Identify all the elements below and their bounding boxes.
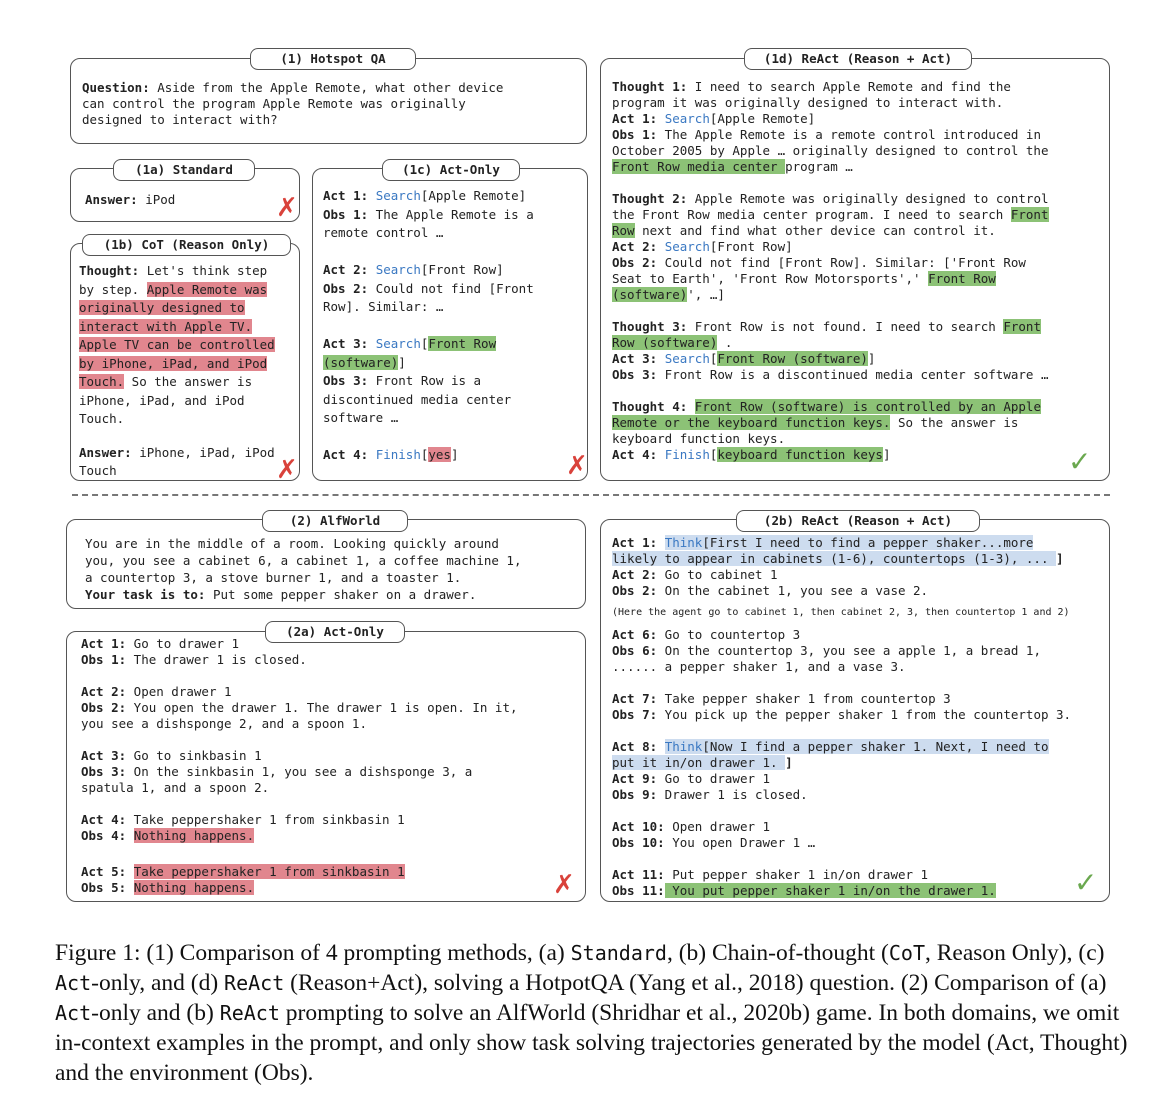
cross-icon: ✗ (566, 451, 588, 481)
act-only-2a-title: (2a) Act-Only (265, 621, 405, 643)
obs-label: Obs 3: (323, 373, 369, 388)
thought-highlight: Front (1003, 319, 1041, 334)
obs-text: discontinued media center (323, 391, 512, 407)
task-text: Put some pepper shaker on a drawer. (205, 587, 477, 602)
hotspot-qa-title: (1) Hotspot QA (250, 48, 416, 70)
search-action: Search (375, 336, 421, 351)
act-label: Act 5: (81, 864, 127, 879)
act-label: Act 1: (81, 636, 127, 651)
obs-label: Obs 1: (612, 127, 658, 142)
act-text: Take pepper shaker 1 from countertop 3 (657, 691, 951, 706)
search-action: Search (664, 111, 710, 126)
action-arg-highlight: (software) (323, 354, 399, 370)
act-failure: Take peppershaker 1 from sinkbasin 1 (133, 864, 405, 879)
action-arg: [Apple Remote] (420, 188, 527, 203)
react-1d-title: (1d) ReAct (Reason + Act) (744, 48, 972, 70)
act-label: Act 3: (81, 748, 127, 763)
obs-label: Obs 2: (323, 280, 369, 296)
cot-wrong-reasoning: by iPhone, iPad, and iPod (79, 355, 268, 371)
thought-highlight: Row (612, 223, 635, 238)
obs-label: Obs 3: (81, 764, 127, 779)
obs-label: Obs 2: (612, 255, 658, 270)
obs-text: On the sinkbasin 1, you see a dishsponge 3, a (126, 764, 473, 779)
caption-code: Standard (570, 941, 667, 965)
obs-highlight: Front Row media center (612, 159, 786, 174)
obs-text: Seat to Earth', 'Front Row Motorsports',' (612, 271, 929, 286)
act-text: Go to drawer 1 (126, 636, 240, 651)
obs-text: On the cabinet 1, you see a vase 2. (657, 583, 929, 598)
cot-text (79, 262, 275, 429)
obs-text: Drawer 1 is closed. (657, 787, 808, 802)
cot-answer (79, 444, 275, 480)
act-label: Act 8: (612, 739, 658, 754)
obs-text: You pick up the pepper shaker 1 from the countertop 3. (657, 707, 1072, 722)
act-label: Act 6: (612, 627, 658, 642)
act-label: Act 2: (612, 239, 658, 254)
obs-text: spatula 1, and a spoon 2. (81, 780, 270, 795)
act-text: Go to sinkbasin 1 (126, 748, 262, 763)
obs-text: you see a dishsponge 2, and a spoon 1. (81, 716, 367, 731)
standard-title: (1a) Standard (113, 159, 255, 181)
figure-caption (55, 938, 1130, 1088)
thought-text: I need to search Apple Remote and find the (687, 79, 1011, 94)
act-text: Go to countertop 3 (657, 627, 801, 642)
obs-text: Front Row is a (368, 373, 482, 388)
thought-label: Thought 1: (612, 79, 688, 94)
think-text: likely to appear in cabinets (1-6), countertops (1-3), ... (612, 551, 1057, 566)
thought-highlight: Remote or the keyboard function keys. (612, 415, 891, 430)
thought-highlight: Row (software) (612, 335, 718, 350)
thought-text: Apple Remote was originally designed to control (687, 191, 1049, 206)
check-icon: ✓ (1074, 866, 1098, 899)
thought-text: program it was originally designed to interact with. (612, 95, 1004, 110)
act-text: Open drawer 1 (664, 819, 771, 834)
cross-icon: ✗ (553, 870, 575, 900)
obs-text: software … (323, 410, 399, 425)
obs-label: Obs 7: (612, 707, 658, 722)
correct-answer: keyboard function keys (717, 447, 883, 462)
thought-text: Front Row is not found. I need to search (687, 319, 1004, 334)
answer-label: Answer: (79, 445, 132, 460)
obs-text: On the countertop 3, you see a apple 1, a bread 1, (657, 643, 1041, 658)
caption-code: CoT (888, 941, 925, 965)
thought-text: next and find what other device can control it. (634, 223, 996, 238)
obs-label: Obs 10: (612, 835, 665, 850)
action-arg-highlight: Front Row (software) (717, 351, 868, 366)
obs-success: You put pepper shaker 1 in/on the drawer 1. (664, 883, 996, 898)
obs-text: You open Drawer 1 … (664, 835, 816, 850)
thought-label: Thought: (79, 263, 140, 278)
obs-highlight: Front Row (928, 271, 996, 286)
react-1d-text (612, 79, 1049, 463)
act-text: Go to drawer 1 (657, 771, 771, 786)
think-action: Think (664, 535, 703, 550)
action-arg: [Apple Remote] (709, 111, 816, 126)
check-icon: ✓ (1068, 445, 1092, 478)
think-text: [Now I find a pepper shaker 1. Next, I need to (702, 739, 1049, 754)
caption-code: Act (55, 1001, 92, 1025)
obs-label: Obs 1: (81, 652, 127, 667)
bracket: [ (709, 351, 718, 366)
thought-text: So the answer is (890, 415, 1019, 430)
obs-highlight: (software) (612, 287, 688, 302)
search-action: Search (375, 188, 421, 203)
caption-text: Figure 1: (1) Comparison of 4 prompting methods, (a) (55, 940, 571, 966)
search-action: Search (375, 262, 421, 277)
react-2b-title: (2b) ReAct (Reason + Act) (736, 510, 980, 532)
act-label: Act 3: (323, 336, 369, 351)
obs-failure: Nothing happens. (133, 828, 255, 843)
standard-answer (85, 192, 175, 208)
cot-title: (1b) CoT (Reason Only) (82, 234, 291, 256)
caption-code: Act (55, 971, 92, 995)
obs-text: remote control … (323, 225, 444, 240)
cot-line: Let's think step (139, 263, 268, 278)
obs-label: Obs 1: (323, 206, 369, 222)
obs-text: Front Row is a discontinued media center software … (657, 367, 1049, 382)
caption-text: (Reason+Act), solving a HotpotQA (Yang et al., 2018) question. (2) Comparison of (a) (284, 970, 1107, 996)
act-label: Act 4: (81, 812, 127, 827)
question-line: can control the program Apple Remote was originally (82, 96, 466, 111)
obs-label: Obs 6: (612, 643, 658, 658)
act-text: Take peppershaker 1 from sinkbasin 1 (126, 812, 405, 827)
cot-wrong-reasoning: Apple TV can be controlled (79, 337, 275, 352)
act-label: Act 1: (323, 188, 369, 203)
obs-label: Obs 2: (81, 700, 127, 715)
alfworld-line: you, you see a cabinet 6, a cabinet 1, a coffee machine 1, (85, 553, 522, 568)
obs-label: Obs 3: (612, 367, 658, 382)
thought-text: keyboard function keys. (612, 431, 786, 446)
act-only-1c-text (323, 187, 534, 465)
act-label: Act 10: (612, 819, 665, 834)
act-label: Act 11: (612, 867, 665, 882)
act-label: Act 1: (612, 111, 658, 126)
cot-wrong-reasoning: Apple Remote was (146, 281, 268, 297)
bracket: ] (882, 447, 891, 462)
think-text: [First I need to find a pepper shaker...more (702, 535, 1034, 550)
action-arg: [Front Row] (420, 262, 504, 277)
action-arg-highlight: Front Row (428, 336, 497, 351)
caption-text: -only and (b) (91, 1000, 220, 1026)
obs-text: Could not find [Front Row]. Similar: ['Front Row (657, 255, 1026, 270)
act-text: Go to cabinet 1 (657, 567, 778, 582)
obs-text: Could not find [Front (368, 280, 534, 296)
answer-label: Answer: (85, 192, 138, 207)
act-text: Put pepper shaker 1 in/on drawer 1 (664, 867, 929, 882)
thought-label: Thought 3: (612, 319, 688, 334)
alfworld-description (85, 535, 522, 603)
alfworld-line: a countertop 3, a stove burner 1, and a toaster 1. (85, 570, 462, 585)
act-label: Act 4: (323, 447, 369, 462)
task-label: Your task is to: (85, 587, 206, 602)
thought-label: Thought 2: (612, 191, 688, 206)
act-label: Act 9: (612, 771, 658, 786)
question-label: Question: (82, 80, 150, 95)
act-only-1c-title: (1c) Act-Only (382, 159, 520, 181)
caption-text: , Reason Only), (c) (924, 940, 1105, 966)
thought-highlight: Front Row (software) is controlled by an Apple (694, 399, 1041, 414)
action-arg: [Front Row] (709, 239, 793, 254)
obs-text: October 2005 by Apple … originally designed to control the (612, 143, 1049, 158)
cot-wrong-reasoning: originally designed to (79, 300, 245, 315)
react-2b-text (612, 535, 1071, 899)
search-action: Search (664, 239, 710, 254)
cross-icon: ✗ (276, 455, 298, 485)
obs-label: Obs 5: (81, 880, 127, 895)
thought-text: the Front Row media center program. I need to search (612, 207, 1011, 222)
obs-text: The Apple Remote is a remote control introduced in (657, 127, 1041, 142)
wrong-answer: yes (428, 447, 451, 462)
caption-code: ReAct (219, 1001, 280, 1025)
thought-label: Thought 4: (612, 399, 688, 414)
act-label: Act 2: (81, 684, 127, 699)
obs-text: program … (785, 159, 853, 174)
search-action: Search (664, 351, 710, 366)
think-action: Think (664, 739, 703, 754)
question-line: Aside from the Apple Remote, what other device (149, 80, 504, 95)
caption-code: ReAct (224, 971, 285, 995)
bracket: ] (1056, 551, 1064, 566)
obs-text: ', …] (687, 287, 725, 302)
cot-line: by step. (79, 281, 147, 297)
answer-value: iPod (137, 192, 176, 207)
question-line: designed to interact with? (82, 112, 278, 127)
bracket: ] (398, 354, 406, 370)
act-label: Act 4: (612, 447, 658, 462)
obs-label: Obs 2: (612, 583, 658, 598)
thought-highlight: Front (1010, 207, 1049, 222)
cot-wrong-reasoning: Touch. (79, 374, 125, 389)
section-divider (72, 494, 1110, 496)
think-text: put it in/on drawer 1. (612, 755, 786, 770)
act-only-2a-text (81, 636, 518, 896)
cot-wrong-reasoning: interact with Apple TV. (79, 318, 253, 334)
omission-note: (Here the agent go to cabinet 1, then cabinet 2, 3, then countertop 1 and 2) (612, 607, 1070, 618)
bracket: ] (867, 351, 876, 366)
cot-line: So the answer is (124, 374, 253, 389)
obs-text: The drawer 1 is closed. (126, 652, 307, 667)
act-label: Act 7: (612, 691, 658, 706)
finish-action: Finish (664, 447, 710, 462)
caption-text: , (b) Chain-of-thought ( (666, 940, 889, 966)
cot-line: Touch. (79, 411, 125, 426)
act-label: Act 2: (323, 262, 369, 277)
caption-text: -only, and (d) (91, 970, 225, 996)
act-label: Act 2: (612, 567, 658, 582)
answer-value: iPhone, iPad, iPod (131, 445, 275, 460)
obs-label: Obs 4: (81, 828, 127, 843)
alfworld-line: You are in the middle of a room. Looking quickly around (85, 536, 499, 551)
bracket: ] (450, 447, 459, 462)
cot-line: iPhone, iPad, and iPod (79, 392, 245, 408)
obs-text: Row]. Similar: … (323, 299, 444, 314)
bracket: [ (420, 336, 429, 351)
obs-label: Obs 11: (612, 883, 665, 898)
finish-action: Finish (375, 447, 421, 462)
act-text: Open drawer 1 (126, 684, 232, 699)
cross-icon: ✗ (276, 193, 298, 223)
alfworld-title: (2) AlfWorld (262, 510, 408, 532)
obs-failure: Nothing happens. (133, 880, 255, 895)
caption-text: prompting to solve an AlfWorld (Shridhar et al., 2020b) game. In both domains, we omit in-context examples in the prompt, and only show task solving trajectories generated by the model (Act, Thought) and the environment (Obs). (55, 1000, 1128, 1086)
thought-text: . (717, 335, 733, 350)
hotspot-question (82, 80, 503, 128)
act-label: Act 1: (612, 535, 658, 550)
obs-text: The Apple Remote is a (368, 206, 534, 222)
obs-text: ...... a pepper shaker 1, and a vase 3. (612, 659, 906, 674)
act-label: Act 3: (612, 351, 658, 366)
bracket: [ (709, 447, 718, 462)
bracket: ] (785, 755, 793, 770)
answer-value: Touch (79, 463, 117, 478)
obs-label: Obs 9: (612, 787, 658, 802)
bracket: [ (420, 447, 429, 462)
obs-text: You open the drawer 1. The drawer 1 is open. In it, (126, 700, 518, 715)
